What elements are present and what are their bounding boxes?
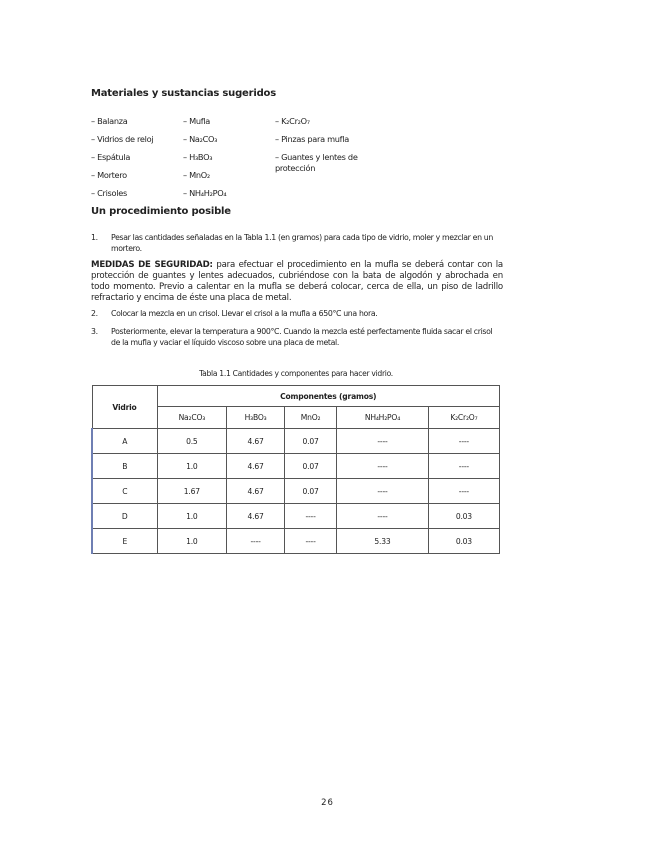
- table-caption: Tabla 1.1 Cantidades y componentes para hacer vidrio.: [199, 369, 393, 378]
- row-label-cell: B: [92, 454, 157, 479]
- table-cell: 4.67: [227, 504, 285, 529]
- safety-text: para efectuar el procedimiento en la mufla se deberá contar con la protección de guantes y lentes adecuados, cubriéndose con la bata de algodón y abrochada en todo momento. Previo a calentar en la mufla se deberá colocar, cerca de ella, un piso de ladrillo refractario y encima de éste una placa de metal.: [91, 260, 503, 303]
- column-header: K₂Cr₂O₇: [428, 407, 499, 429]
- table-cell: ----: [285, 529, 337, 554]
- material-item: – Pinzas para mufla: [275, 134, 349, 144]
- table-cell: 0.07: [285, 429, 337, 454]
- table-row: [92, 529, 500, 554]
- step-number: 2.: [91, 309, 98, 318]
- material-item: – K₂Cr₂O₇: [275, 116, 310, 126]
- table-cell: ----: [428, 454, 499, 479]
- row-header-cell: Vidrio: [92, 386, 157, 429]
- table-cell: 0.03: [428, 504, 499, 529]
- table-cell: 1.0: [157, 504, 227, 529]
- step-text: Pesar las cantidades señaladas en la Tabla 1.1 (en gramos) para cada tipo de vidrio, moler y mezclar en un mortero.: [111, 233, 493, 253]
- step-text: Colocar la mezcla en un crisol. Llevar el crisol a la mufla a 650°C una hora.: [111, 309, 378, 318]
- table-row: [92, 429, 500, 454]
- column-header: Na₂CO₃: [157, 407, 227, 429]
- materials-column-1: [91, 116, 153, 206]
- table-cell: ----: [227, 529, 285, 554]
- page-number: 26: [321, 798, 334, 808]
- material-item: – Vidrios de reloj: [91, 134, 154, 144]
- column-header: H₃BO₃: [227, 407, 285, 429]
- material-item: – Na₂CO₃: [183, 134, 218, 144]
- table-cell: ----: [428, 429, 499, 454]
- step-text: Posteriormente, elevar la temperatura a 900°C. Cuando la mezcla esté perfectamente fluida sacar el crisol de la mufla y vaciar el líquido viscoso sobre una placa de metal.: [111, 327, 493, 347]
- material-item: – MnO₂: [183, 170, 210, 180]
- material-item: – Crisoles: [91, 188, 127, 198]
- table-cell: 5.33: [337, 529, 429, 554]
- material-item: – Guantes y lentes de protección: [275, 152, 358, 173]
- step-number: 1.: [91, 233, 98, 242]
- table-row: [92, 504, 500, 529]
- safety-label: MEDIDAS DE SEGURIDAD:: [91, 260, 213, 270]
- table-cell: ----: [337, 479, 429, 504]
- row-label-cell: E: [92, 529, 157, 554]
- material-item: – Mortero: [91, 170, 127, 180]
- procedure-step: [91, 232, 503, 254]
- table-cell: 0.5: [157, 429, 227, 454]
- table-cell: ----: [337, 429, 429, 454]
- table-cell: 4.67: [227, 454, 285, 479]
- materials-column-3: [275, 116, 365, 174]
- table-row: [92, 454, 500, 479]
- procedure-step: [91, 308, 503, 319]
- group-header-cell: Componentes (gramos): [157, 386, 500, 407]
- table-cell: 0.03: [428, 529, 499, 554]
- table-cell: 0.07: [285, 454, 337, 479]
- table-cell: 1.0: [157, 454, 227, 479]
- row-label-cell: A: [92, 429, 157, 454]
- step-number: 3.: [91, 327, 98, 336]
- column-header: MnO₂: [285, 407, 337, 429]
- table-cell: ----: [337, 504, 429, 529]
- components-table: [91, 385, 500, 554]
- row-label-cell: C: [92, 479, 157, 504]
- procedure-step: [91, 326, 503, 348]
- table-cell: ----: [285, 504, 337, 529]
- table-cell: 1.67: [157, 479, 227, 504]
- materials-column-2: [183, 116, 226, 206]
- table-cell: 4.67: [227, 479, 285, 504]
- table-cell: ----: [337, 454, 429, 479]
- row-label-cell: D: [92, 504, 157, 529]
- material-item: – Mufla: [183, 116, 211, 126]
- materials-heading: Materiales y sustancias sugeridos: [91, 88, 276, 99]
- table-cell: 1.0: [157, 529, 227, 554]
- safety-notice: [91, 260, 503, 304]
- table-cell: 0.07: [285, 479, 337, 504]
- material-item: – NH₄H₂PO₄: [183, 188, 227, 198]
- table-cell: 4.67: [227, 429, 285, 454]
- material-item: – Balanza: [91, 116, 128, 126]
- column-header: NH₄H₂PO₄: [337, 407, 429, 429]
- material-item: – H₃BO₃: [183, 152, 213, 162]
- table-cell: ----: [428, 479, 499, 504]
- table-row: [92, 479, 500, 504]
- material-item: – Espátula: [91, 152, 131, 162]
- procedure-heading: Un procedimiento posible: [91, 206, 231, 217]
